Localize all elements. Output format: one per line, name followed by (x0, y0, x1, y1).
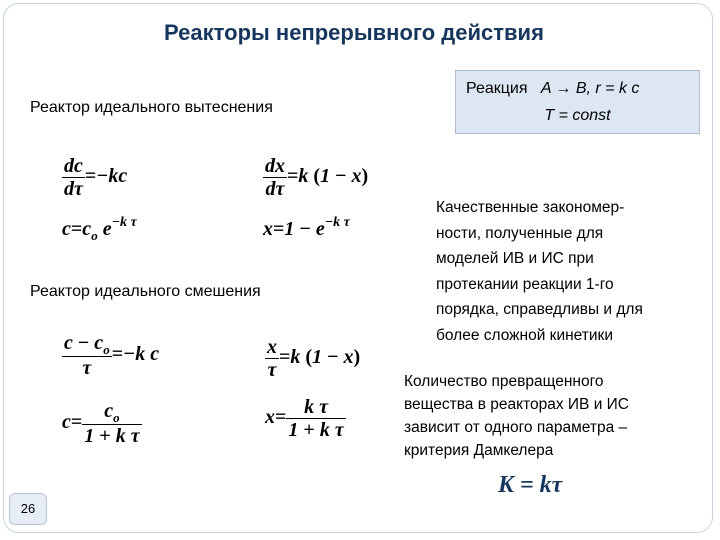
note-qualitative-line: моделей ИВ и ИС при (436, 250, 594, 267)
reaction-equation: A → B, r = k c (540, 80, 640, 97)
note-damkohler-line: зависит от одного параметра – (404, 419, 628, 436)
note-damkohler-line: вещества в реакторах ИВ и ИС (404, 396, 629, 413)
note-qualitative-line: Качественные закономер- (436, 199, 625, 216)
reaction-condition: T = const (544, 107, 611, 124)
formula-pfr-x-rate: $\frac{dx}{d\tau}$ =k (1 − x) (265, 155, 369, 200)
reaction-line (466, 80, 639, 98)
section-mixing-label: Реактор идеального смешения (30, 283, 261, 300)
formula-cstr-x-balance: $\frac{x}{\tau}$ =k (1 − x) (267, 336, 361, 381)
note-qualitative-line: протекании реакции 1-го (436, 275, 614, 293)
reaction-label: Реакция (466, 80, 528, 97)
damkohler-formula: K = kτ (498, 472, 563, 498)
formula-pfr-c-rate: $\frac{dc}{d\tau}$ =−kc (64, 155, 128, 200)
formula-pfr-x-solution: $x=1 - e^{-k \tau}$ (263, 215, 350, 240)
formula-cstr-x-solution: x= $\frac{\text{k τ}}{\text{1 + k τ}}$ (265, 396, 344, 441)
note-damkohler-line: критерия Дамкелера (404, 442, 554, 459)
reaction-box (455, 70, 700, 134)
formula-cstr-c-balance: $\frac{c - c_o}{\tau}$ =−k c (64, 332, 160, 379)
note-qualitative-line: ности, полученные для (436, 224, 604, 242)
slide-title (0, 20, 720, 46)
note-damkohler (404, 370, 629, 462)
slide-title-text: Реакторы непрерывного действия (164, 20, 544, 45)
page-number: 26 (9, 493, 47, 525)
formula-cstr-c-solution: c= $\frac{c_o}{\text{1 + k τ}}$ (62, 400, 140, 447)
note-damkohler-line: Количество превращенного (404, 373, 604, 390)
note-qualitative-line: порядка, справедливы и для (436, 301, 643, 318)
formula-pfr-c-solution: $c=c_o$ $e^{-k \tau}$ (62, 215, 137, 243)
note-qualitative-line: более сложной кинетики (436, 326, 613, 344)
note-qualitative (436, 195, 643, 348)
section-displacement-label: Реактор идеального вытеснения (30, 99, 273, 116)
